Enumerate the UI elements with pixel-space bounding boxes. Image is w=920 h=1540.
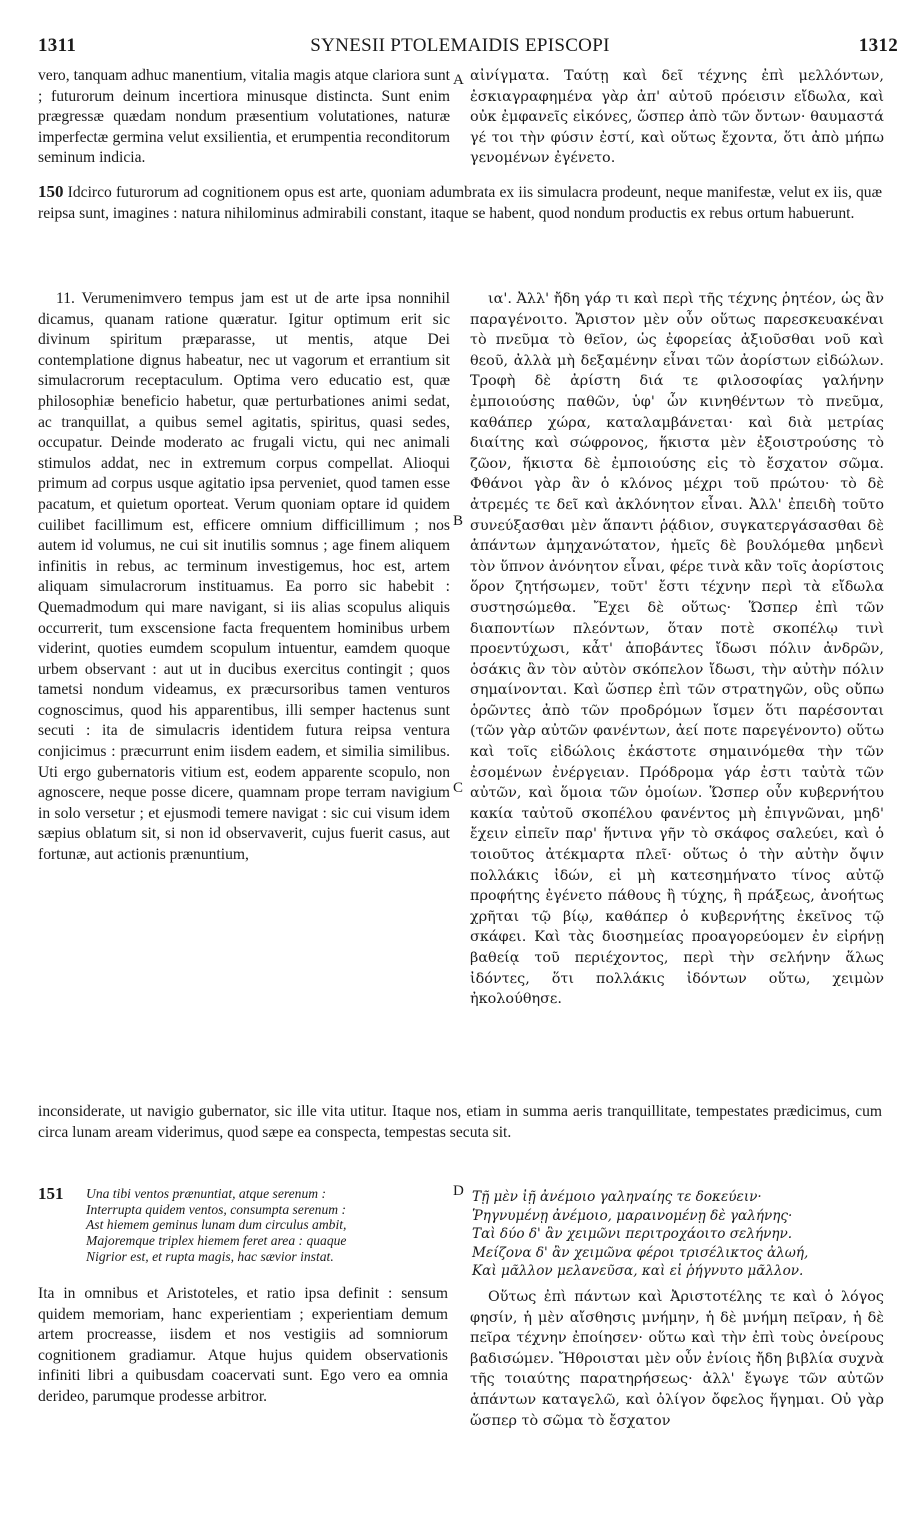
latin-bottom-text: Ita in omnibus et Aristoteles, et ratio ipsa definit : sensum quidem memoriam, hanc experientiam ; experientiam demum artem procreasse, iisdem et nos vestigiis ad somniorum cognitionem gradiamur. Atque hujus quidem observationis infiniti libri a quibusdam coacervati sunt. Ego vero ea omnia derideo, parumque prodesse arbitror. [38, 1285, 448, 1405]
page-number-left: 1311 [38, 35, 77, 56]
latin-section-150 [38, 182, 882, 224]
latin-verse-line-5: Nigrior est, et rupta magis, hac sævior instat. [86, 1248, 334, 1264]
margin-letter-c: C [453, 780, 464, 796]
latin-top-paragraph [38, 66, 450, 169]
section-number-150: 150 [38, 182, 64, 201]
latin-top-text: vero, tanquam adhuc manentium, vitalia magis atque clariora sunt ; futurorum deinum incertiora minusque distincta. Sunt enim prægressæ quædam nondum præsentium volutationes, naturæ imperfectæ germina velut exsilientia, et erumpentia reconditorum seminum indicia. [38, 67, 450, 167]
latin-section-150-text: Idcirco futurorum ad cognitionem opus est arte, quoniam adumbrata ex iis simulacra prodeunt, neque manifestæ, velut ex iis, quæ reipsa sunt, imagines : natura nihilominus admirabili constant, itaque se habent, quod nondum productis ex rebus ortum habuerunt. [38, 184, 882, 222]
greek-verse-line-5: Καὶ μᾶλλον μελανεῦσα, καὶ εἰ ῥήγνυτο μᾶλλον. [472, 1263, 804, 1280]
margin-letter-a: A [453, 72, 464, 88]
latin-verse-block [38, 1186, 458, 1265]
greek-main-paragraph [470, 289, 884, 1010]
greek-bottom-text: Οὕτως ἐπὶ πάντων καὶ Ἀριστοτέλης τε καὶ ὁ λόγος φησίν, ἡ μὲν αἴσθησις μνήμην, ἡ δὲ μνήμη πεῖραν, ἡ δὲ πεῖρα τέχνην ἐποίησεν· οὕτω καὶ τὴν ἐπὶ τοὺς ὀνείρους βαδισώμεν. Ἤθροισται μὲν οὖν ἐνίοις ἤδη βιβλία συχνὰ τῆς τοιαύτης παρατηρήσεως· ἀλλ' ἔγωγε τῶν αὐτῶν ἁπάντων καταγελῶ, καὶ ὀλίγον ὄφελος ἥγημαι. Οὐ γὰρ ὥσπερ τὸ σῶμα τὸ ἔσχατον [470, 1289, 884, 1429]
latin-verse-line-3: Ast hiemem geminus lunam dum circulus ambit, [86, 1217, 347, 1233]
greek-top-text: αἰνίγματα. Ταύτῃ καὶ δεῖ τέχνης ἐπὶ μελλόντων, ἐσκιαγραφημένα γὰρ ἀπ' αὐτοῦ πρόεισιν εἴδωλα, καὶ οὐκ ἐμφανεῖς εἰκόνες, ὥσπερ ἀπὸ τῶν ὄντων· θαυμαστά γέ τοι τὴν φύσιν ἐστί, καὶ οὕτως ἔχοντα, ὅτι ἀπὸ μήπω γενομένων ἐγένετο. [470, 68, 884, 167]
greek-verse-block [472, 1188, 884, 1281]
greek-verse-line-1: Τῇ μὲν ἰῇ ἀνέμοιο γαληναίης τε δοκεύειν· [472, 1189, 762, 1205]
latin-main-paragraph [38, 289, 450, 866]
greek-verse-line-4: Μείζονα δ' ἂν χειμῶνα φέροι τρισέλικτος ἀλωή, [472, 1244, 809, 1261]
latin-continuation-paragraph [38, 1102, 882, 1143]
latin-verse-line-1: Una tibi ventos prænuntiat, atque serenum : [86, 1186, 327, 1201]
latin-main-text: 11. Verumenimvero tempus jam est ut de arte ipsa nonnihil dicamus, quanam ratione quæratur. Igitur optimum erit sic divinum spiritum præparasse, ut mentis, atque Dei contemplatione dignus habeatur, nec ut vagorum et errantium sit simulacrorum receptaculum. Optima vero educatio est, quæ philosophiæ beneficio habetur, quæ perturbationes animi sedat, ac tranquillat, a quibus semel agitatis, spiritus, quasi sedes, occupatur. Deinde moderato ac frugali victu, qui nec animali stimulos addat, nec in extremum corpus compellat. Alioqui primum ad corpus usque agitatio ipsa perveniet, quod tamen esse pacatum, et quietum oporteat. Verum quoniam optare id quidem cuilibet facillimum est, efficere omnium difficillimum ; nos autem id volumus, ne cui sit inutilis somnus ; age finem aliquem infinitis in rebus, ac terminum investigemus, hoc est, artem aliquam simulacrorum instituamus. Ea porro sic habebit : Quemadmodum qui mare navigant, si iis alias scopulus aliquis occurrerit, tum exscensione facta frequentem hominibus urbem viderint, quoties eumdem scopulum intuentur, eamdem quoque urbem observant : aut ut in ducibus exercitus contingit ; quos tametsi nondum videamus, ex præcursoribus tamen venturos cognoscimus, quod his apparentibus, illi semper hactenus sunt secuti : ita de simulacris identidem futura reipsa ventura conjicimus : præcurrunt enim iisdem eadem, et similia similibus. Uti ergo gubernatoris vitium est, eodem apparente scopulo, non agnoscere, neque posse dicere, quamnam prope terram navigium in solo versetur ; et ejusmodi temere navigat : sic cui visum idem sæpius oblatum sit, si non id observaverit, cujus fuerit casus, aut fortunæ, aut actionis prænuntium, [38, 290, 450, 864]
margin-letter-d: D [453, 1183, 464, 1199]
latin-verse-line-4: Majoremque triplex hiemem feret area : quaque [86, 1233, 347, 1249]
latin-verse-line-2: Interrupta quidem ventos, consumpta serenum : [86, 1201, 347, 1217]
greek-main-text: ια'. Ἀλλ' ἤδη γάρ τι καὶ περὶ τῆς τέχνης ῥητέον, ὡς ἂν παραγένοιτο. Ἄριστον μὲν οὖν οὕτως παρεσκευακέναι τὸ πνεῦμα τὸ θεῖον, ὡς ἐφορείας ἀξιοῦσθαι νοῦ καὶ θεοῦ, ἀλλὰ μὴ δεξαμένην εἶναι τῶν ἀορίστων εἰδώλων. Τροφὴ δὲ ἀρίστη διά τε φιλοσοφίας γαλήνην ἐμποιούσης παθῶν, ὑφ' ὧν κινηθέντων τὸ πνεῦμα, καθάπερ χώρα, καταλαμβάνεται· καὶ διὰ μετρίας διαίτης καὶ σώφρονος, ἥκιστα μὲν ἐξοιστρούσης τὸ ζῶον, ἥκιστα δὲ ἐμποιούσης εἰς τὸ ἔσχατον σῶμα. Φθάνοι γὰρ ἂν ὁ κλόνος μέχρι τοῦ πρώτου· τὸ δὲ ἀτρεμές τε δεῖ καὶ ἀκλόνητον εἶναι. Ἀλλ' ἐπειδὴ τοῦτο συνεύξασθαι μὲν ἅπαντι ῥᾴδιον, συγκατεργάσασθαι δὲ ἁπάντων ἀμηχανώτατον, ἡμεῖς δὲ βουλόμεθα μηδενὶ τὸν ὕπνον ἀνόνητον εἶναι, φέρε τινὰ κἂν τοῖς ἀορίστοις ὅρον ζητήσωμεν, τοῦτ' ἔστι τέχνην περὶ τὰ εἴδωλα συστησώμεθα. Ἔχει δὲ οὕτως· Ὥσπερ ἐπὶ τῶν διαποντίων πλεόντων, ὅταν ποτὲ σκοπέλῳ τινὶ προεντύχωσι, κἆτ' ἀποβάντες ἴδωσι πόλιν ἀνδρῶν, ὁσάκις ἂν τὸν αὐτὸν σκόπελον ἴδωσι, τὴν αὐτὴν πόλιν σημαίνονται. Καὶ ὥσπερ ἐπὶ τῶν στρατηγῶν, οὓς οὔπω ὁρῶντες ἀπὸ τῶν προδρόμων ἴσμεν ὅτι παρέσονται (τῶν γὰρ αὐτῶν φανέντων, ἀεί ποτε παρεγένοντο) οὕτω καὶ τοῖς εἰδώλοις ἑκάστοτε σημαινόμεθα τὴν τῶν ἐσομένων ἐνέργειαν. Πρόδρομα γάρ ἐστι ταὐτὰ τῶν αὐτῶν, καὶ ὅμοια τῶν ὁμοίων. Ὥσπερ οὖν κυβερνήτου κακία ταὐτοῦ σκοπέλου φανέντος μὴ ἐπιγνῶναι, μηδ' ἔχειν εἰπεῖν παρ' ἥντινα γῆν τὸ σκάφος σαλεύει, καὶ ὁ τοιοῦτος ἀτέκμαρτα πλεῖ· οὕτως ὁ τὴν αὐτὴν ὄψιν πολλάκις ἰδών, εἰ μὴ κατεσημήνατο τίνος αὐτῷ προφήτης ἐγένετο πάθους ἢ τύχης, ἢ πράξεως, ἀνοήτως χρῆται τῷ βίῳ, καθάπερ ὁ κυβερνήτης ἐκεῖνος τῷ σκάφει. Καὶ τὰς διοσημείας προαγορεύομεν ἐν εἰρήνῃ βαθείᾳ τοῦ περιέχοντος, περὶ τὴν σελήνην ἅλως ἰδόντες, ὅτι πολλάκις ἰδόντων οὕτω, χειμὼν ἠκολούθησε. [470, 291, 884, 1008]
section-number-151: 151 [38, 1184, 64, 1203]
running-title: SYNESII PTOLEMAIDIS EPISCOPI [310, 35, 610, 56]
greek-top-paragraph [470, 66, 884, 169]
page-number-right: 1312 [858, 35, 898, 56]
latin-bottom-paragraph [38, 1284, 448, 1408]
greek-verse-line-3: Ταὶ δύο δ' ἂν χειμῶνι περιτροχάοιτο σελήνην. [472, 1226, 793, 1243]
greek-bottom-paragraph [470, 1287, 884, 1431]
latin-continuation-text: inconsiderate, ut navigio gubernator, sic ille vita utitur. Itaque nos, etiam in summa aeris tranquillitate, tempestates prædicimus, cum circa lunam aream viderimus, quod sæpe ea conspecta, tempestas secuta sit. [38, 1103, 882, 1141]
margin-letter-b: B [453, 513, 464, 529]
greek-verse-line-2: Ῥηγνυμένῃ ἀνέμοιο, μαραινομένῃ δὲ γαλήνης· [472, 1207, 793, 1224]
